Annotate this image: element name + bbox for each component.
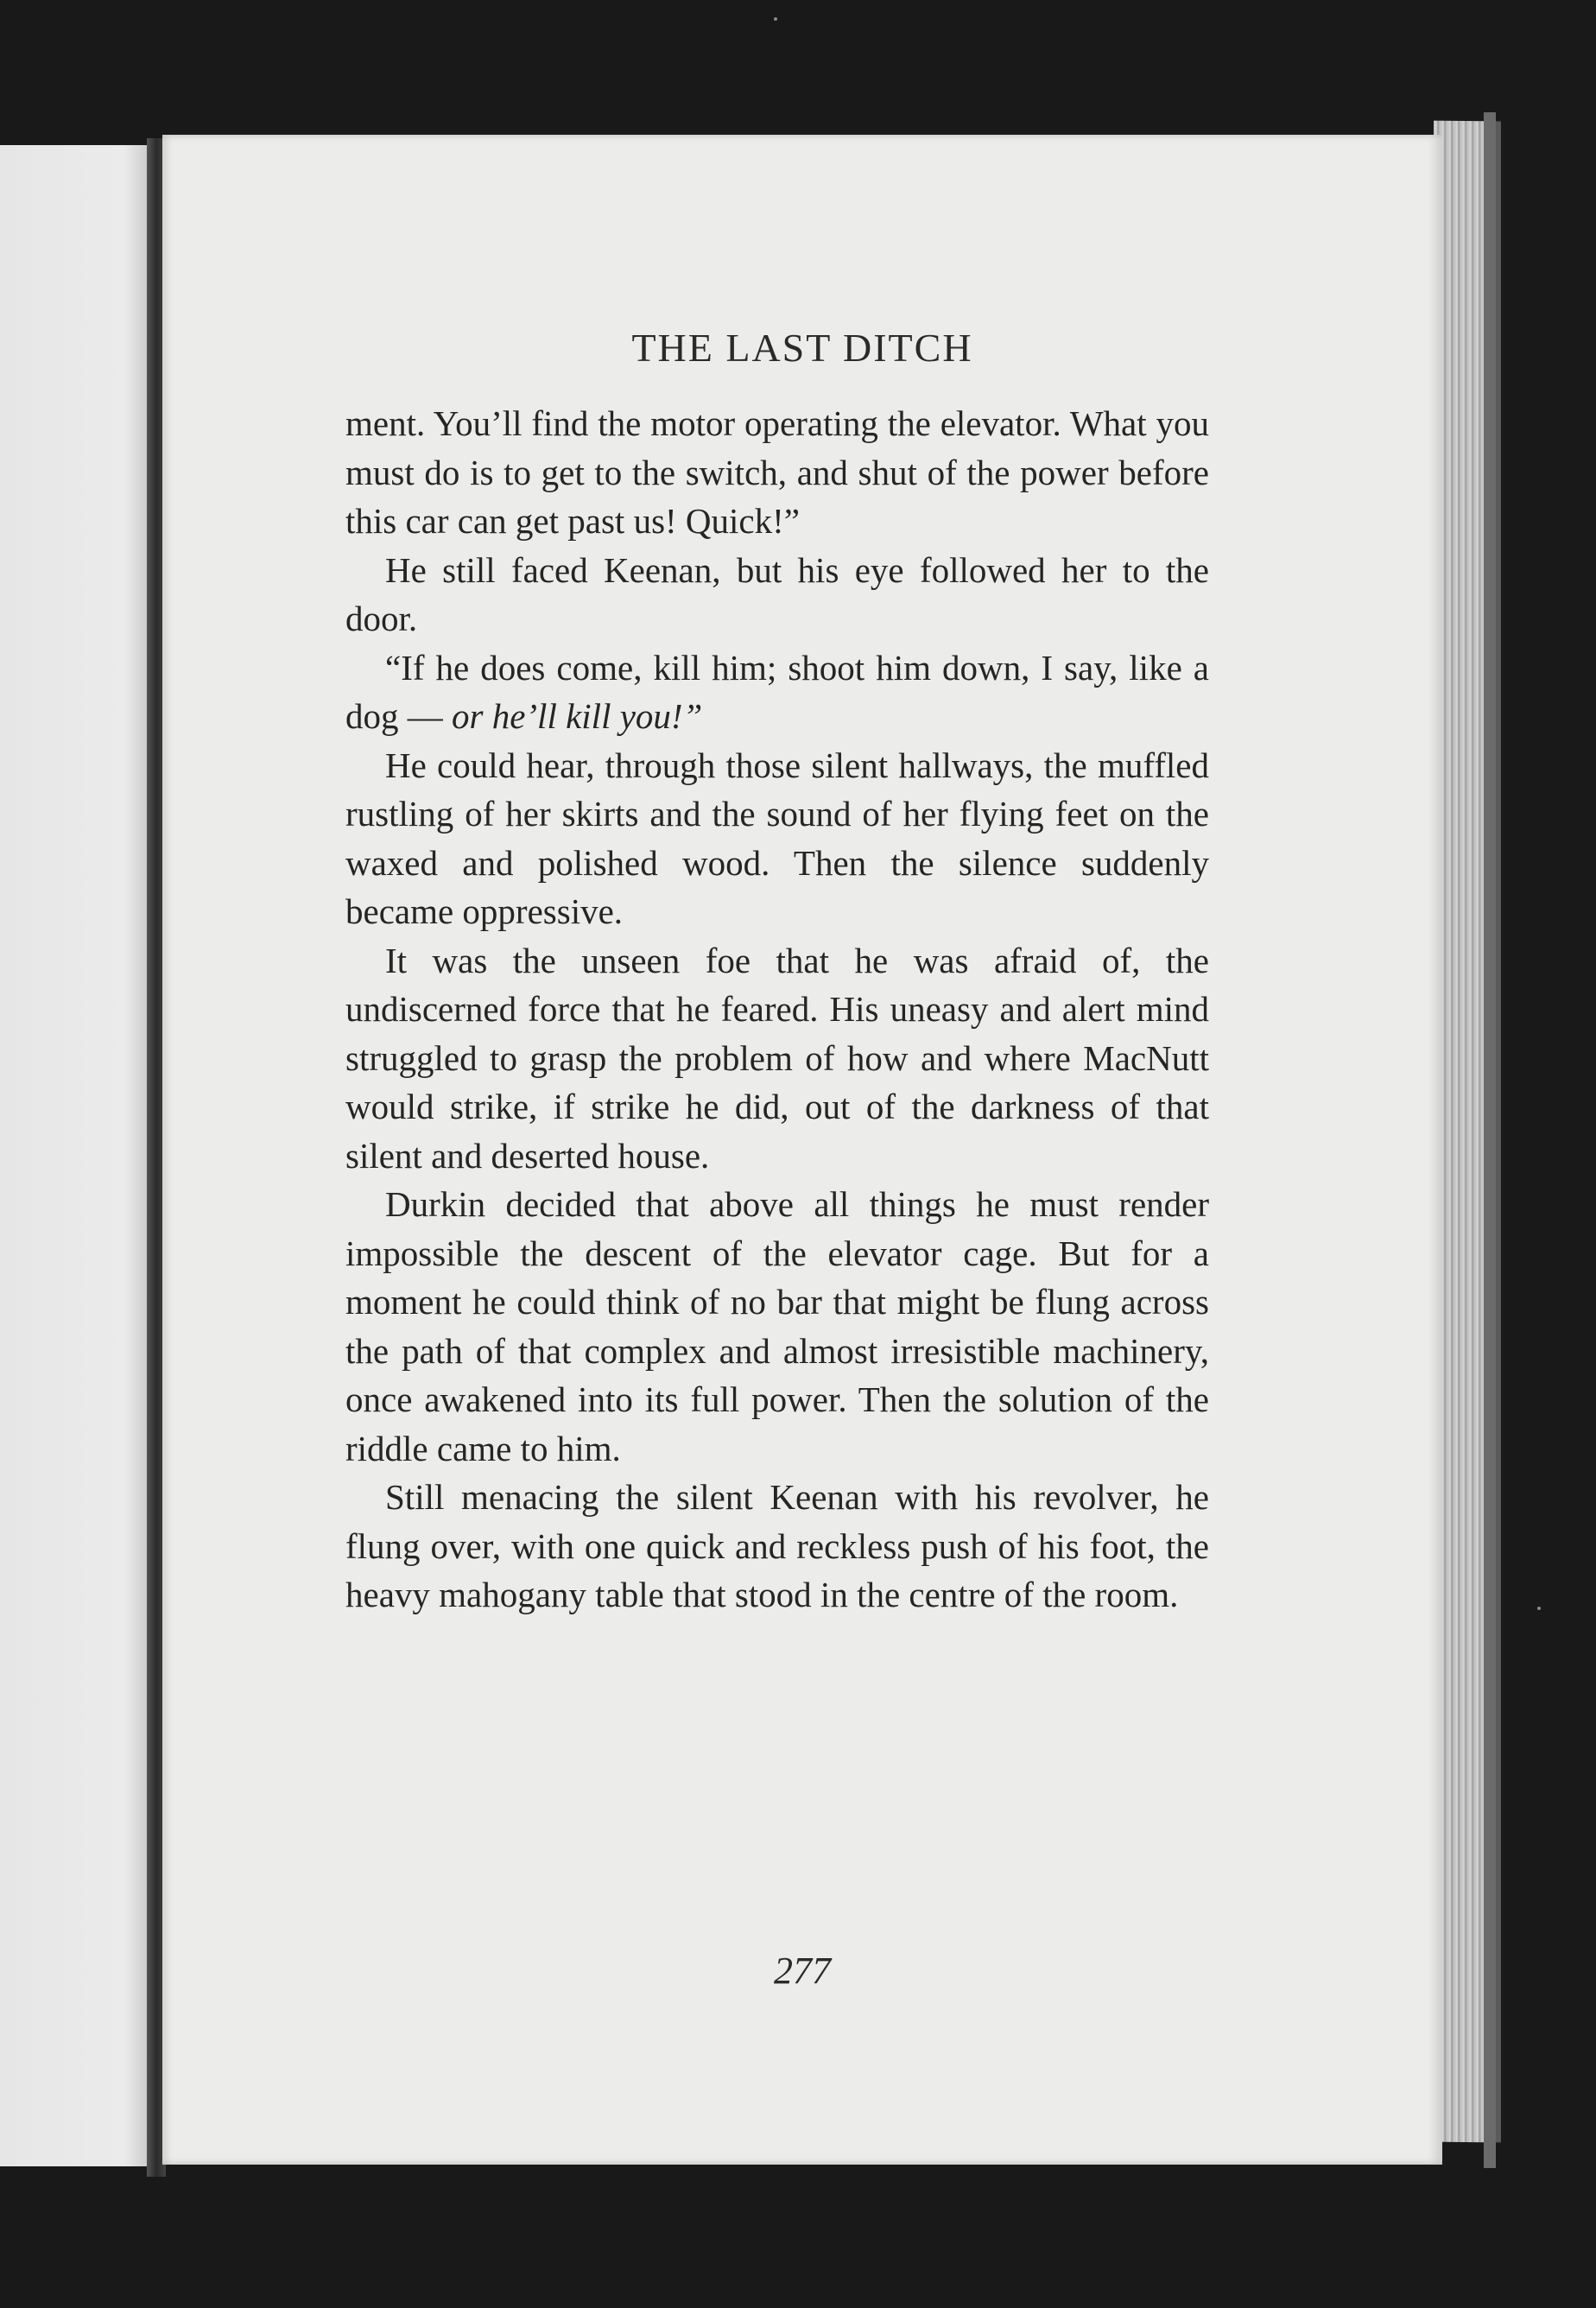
paragraph-text: ment. You’ll find the motor operating the elevator. What you must do is to get to the switch, and shut of the power before this car can get past us! Quick!” [345, 403, 1209, 541]
body-text [345, 399, 1209, 1620]
dust-speck [1537, 1607, 1541, 1610]
paragraph-text: He could hear, through those silent hallways, the muffled rustling of her skirts and the sound of her flying feet on the waxed and polished wood. Then the silence suddenly became oppressive. [345, 745, 1209, 931]
book-page [162, 135, 1442, 2165]
page-number: 277 [774, 1950, 831, 1992]
paragraph [345, 1180, 1209, 1473]
cover-edge [1484, 112, 1496, 2168]
italic-text: or he’ll kill you!” [452, 696, 703, 736]
paragraph [345, 1473, 1209, 1620]
running-head: THE LAST DITCH [631, 326, 973, 370]
paragraph-text: It was the unseen foe that he was afraid of, the undiscerned force that he feared. His uneasy and alert mind struggled to grasp the problem of how and where MacNutt would strike, if strike he did, out of the darkness of that silent and deserted house. [345, 940, 1209, 1176]
paragraph [345, 546, 1209, 644]
paragraph [345, 399, 1209, 546]
paragraph-text: Durkin decided that above all things he must render impossible the descent of the elevator cage. But for a moment he could think of no bar that might be flung across the path of that complex and almost irresistible machinery, once awakened into its full power. Then the solution of the riddle came to him. [345, 1184, 1209, 1468]
paragraph-text: He still faced Keenan, but his eye followed her to the door. [345, 549, 1209, 638]
dust-speck [774, 17, 777, 21]
facing-page [0, 145, 155, 2166]
paragraph [345, 644, 1209, 741]
paragraph-text: Still menacing the silent Keenan with his revolver, he flung over, with one quick and reckless push of his foot, the heavy mahogany table that stood in the centre of the room. [345, 1477, 1209, 1614]
paragraph-text: “If he does come, kill him; shoot him down, I say, like a dog — [345, 647, 1209, 736]
paragraph [345, 741, 1209, 936]
paragraph [345, 936, 1209, 1181]
